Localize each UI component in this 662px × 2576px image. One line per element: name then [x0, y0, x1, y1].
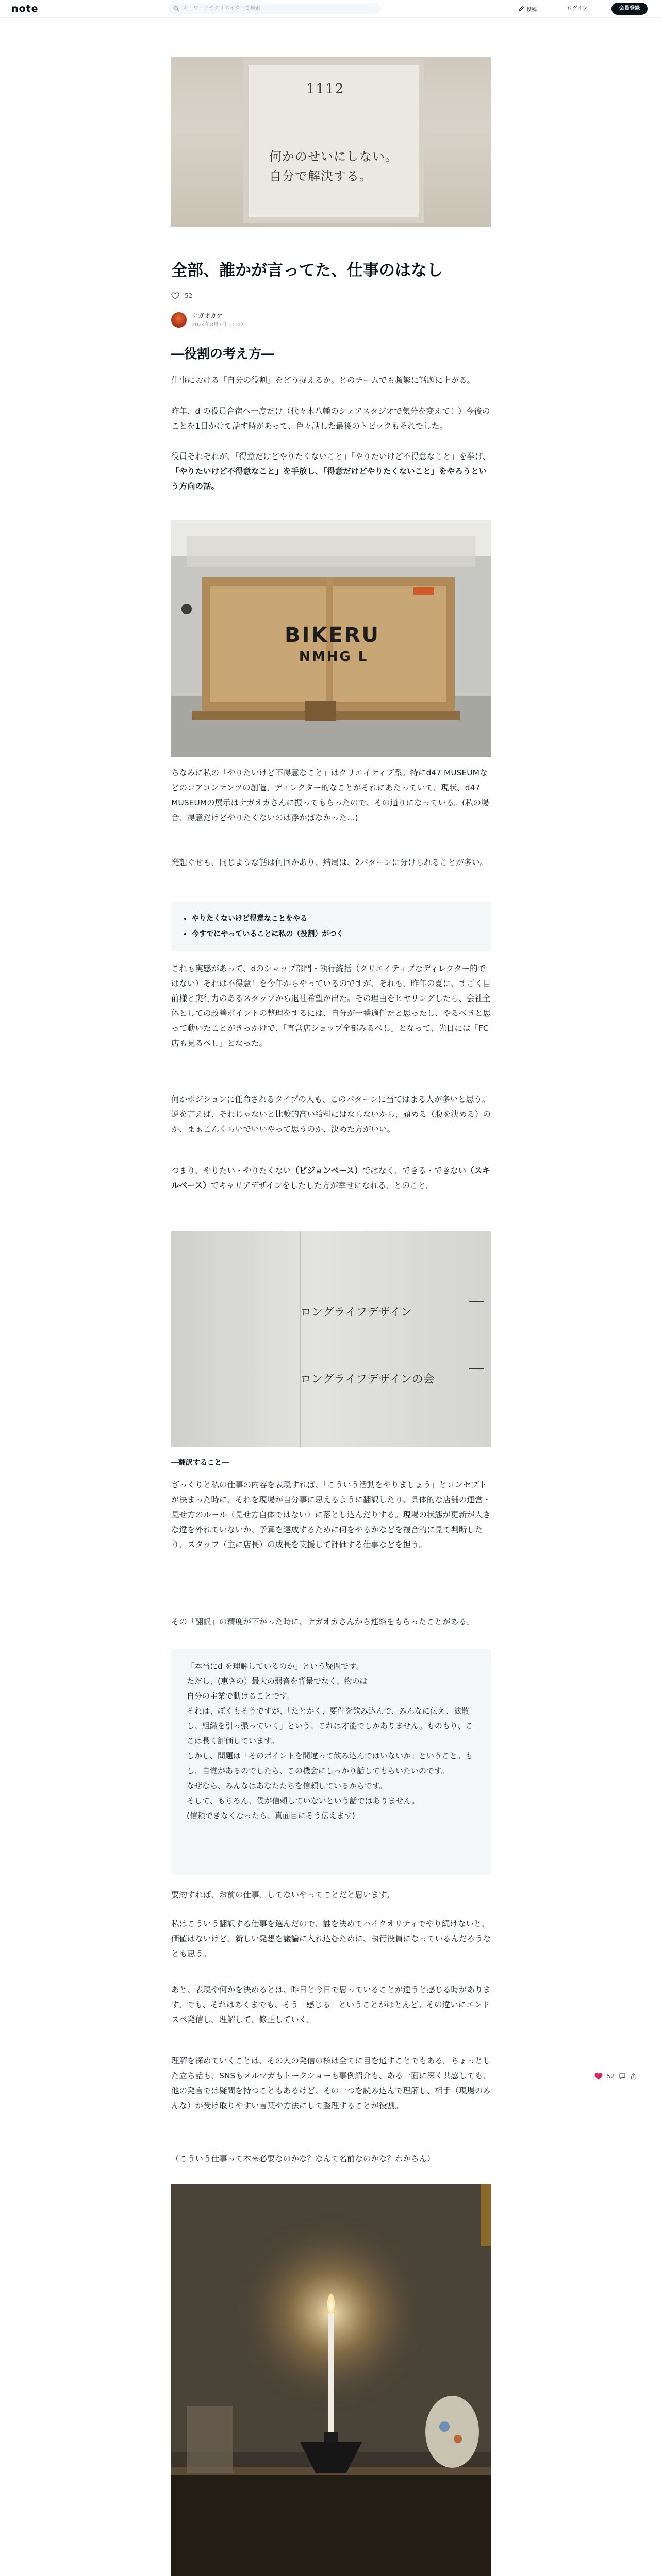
cover-text-line1: 何かのせいにしない。: [269, 149, 398, 164]
bullet-callout: [171, 902, 491, 951]
cover-image: [171, 57, 491, 227]
search-icon: [173, 6, 179, 12]
like-row: [171, 291, 192, 301]
bullet-item: • やりたくないけど得意なことをやる: [192, 911, 343, 926]
section-heading-translate: ―翻訳すること―: [171, 1459, 229, 1467]
quote-block: [171, 1649, 491, 1875]
paragraph-text: でキャリアデザインをしたした方が幸せになれる、とのこと。: [210, 1181, 434, 1190]
wall-text-line1: ロングライフデザイン: [300, 1306, 412, 1319]
paragraph: あと、表現や何かを決めるとは、昨日と今日で思っていることが違うと感じる時があります。でも、それはあくまでも、そう「感じる」ということがほとんど。その違いにエンドスペ発信し、理解して、修正していく。: [171, 1985, 491, 2024]
signup-button[interactable]: 会員登録: [611, 3, 648, 15]
quote-line: しかし、問題は「そのポイントを間違って飲み込んではいないか」ということ。もし、自覚があるのでしたら、この機会にしっかり話してもらいたいのです。: [187, 1751, 473, 1775]
crate-sign-sub: NMHG L: [299, 649, 369, 665]
paragraph: 理解を深めていくことは、その人の発信の核は全てに目を通すことでもある。ちょっとした立ち話も、SNSもメルマガもトークショーも事例紹介も、ある一面に深く共感しても、他の発言では疑問を持つこともあるけど、その一つを読み込んで理解し、相手（現場のみんな）が受け取りやすい言葉や方法にして整理することが役割。: [171, 2056, 491, 2110]
paragraph-text: 役員それぞれが、「得意だけどやりたくないこと」「やりたいけど不得意なこと」を挙げ、: [171, 452, 491, 461]
top-header: [0, 0, 662, 18]
candle-illustration: [171, 2184, 491, 2576]
paragraph: ざっくりと私の仕事の内容を表現すれば、「こういう活動をやりましょう」とコンセプトが決まった時に、それを現場が自分事に思えるように翻訳したり、具体的な店舗の運営・見せ方のルール（見せ方自体ではない）に落とし込んだりする。現場の状態が更新が大きな違を外れていないか、予算を達成するために何をやるかなどを複合的に見て判断したり、スタッフ（主に店長）の成長を支援して評価する仕事などを担う。: [171, 1480, 491, 1549]
paragraph-text: つまり、やりたい・やりたくない: [171, 1166, 291, 1175]
crate-sign: BIKERU: [285, 623, 380, 647]
wall-background: [171, 1231, 491, 1447]
wall-dash: [469, 1301, 484, 1302]
rail-like-count: 52: [607, 2073, 615, 2080]
paragraph: その「翻訳」の精度が下がった時に、ナガオカさんから連絡をもらったことがある。: [171, 1617, 475, 1626]
paragraph: [171, 449, 491, 494]
quote-line: ただし、(恵さの）最大の弱音を背景でなく、物のは: [187, 1676, 368, 1686]
note-logo[interactable]: note: [11, 3, 39, 14]
author-name[interactable]: ナガオカケ: [192, 312, 223, 319]
paragraph: 仕事における「自分の役割」をどう捉えるか。どのチームでも頻繁に話題に上がる。: [171, 376, 475, 385]
share-icon[interactable]: [630, 2073, 637, 2080]
emphasis-text: （ビジョンベース）: [291, 1166, 362, 1175]
photo-crate: [171, 520, 491, 757]
bullet-list: [192, 911, 343, 942]
heart-icon[interactable]: [594, 2073, 603, 2080]
post-button[interactable]: [518, 5, 537, 13]
paragraph: 発想ぐせも、同じような話は何回かあり、結局は、2パターンに分けられることが多い。: [171, 858, 488, 867]
emphasis-text: （スキルベース）: [171, 1166, 490, 1190]
heart-icon[interactable]: [171, 292, 179, 299]
wall-text-line2: ロングライフデザインの会: [300, 1373, 435, 1386]
section-heading-role: ―役割の考え方―: [171, 346, 275, 361]
emphasis-text: 「やりたいけど不得意なこと」を手放し、「得意だけどやりたくないこと」をやろうという方向の話。: [171, 467, 487, 491]
wall-dash: [469, 1368, 484, 1369]
login-button[interactable]: ログイン: [567, 6, 588, 11]
paragraph: 昨年、d の役員合宿へ一度だけ（代々木八幡のシェアスタジオで気分を変えて！）今後のことを1日かけて話す時があって、色々話した最後のトピックもそれでした。: [171, 406, 490, 431]
photo-wall-text: [171, 1231, 491, 1447]
comment-icon[interactable]: [619, 2073, 626, 2080]
cover-number: 1112: [306, 81, 345, 97]
post-label: 投稿: [526, 7, 537, 13]
publish-date: 2024年8月7日 11:42: [192, 322, 244, 328]
paragraph: 私はこういう翻訳する仕事を選んだので、誰を決めてハイクオリティでやり続けないと、価値はないけど、新しい発想を議論に入れ込むために、執行役員になっているんだろうなとも思う。: [171, 1919, 491, 1958]
paragraph: 何かポジションに任命されるタイプの人も、このパターンに当てはまる人が多いと思う。逆を言えば、それじゃないと比較的高い給料にはならないから、頑める（腹を決める）のか、まぁこんくらいでいいやって思うのか、決めた方がいい。: [171, 1095, 491, 1134]
paragraph: 要約すれば、お前の仕事、してないやってことだと思います。: [171, 1890, 394, 1900]
photo-candle: [171, 2184, 491, 2576]
quote-line: そして、もちろん、僕が信頼していないという話ではありません。: [187, 1796, 420, 1805]
article-title: 全部、誰かが言ってた、仕事のはなし: [171, 261, 443, 280]
quote-line: それは、ぼくもそうですが、「たとかく、要件を飲み込んで、みんなに伝え、拡散し、組織を引っ張っていく」という、これは才能でしかありません。ものもり、ここは長く評価しています。: [187, 1706, 473, 1745]
quote-text: [187, 1659, 475, 1823]
search-placeholder[interactable]: キーワードやクリエイターで検索: [183, 6, 260, 11]
paragraph: （こういう仕事って本来必要なのかな？なんて名前なのかな？わからん）: [171, 2154, 435, 2163]
bullet-item: • 今すでにやっていることに私の（役割）がつく: [192, 926, 343, 942]
author-avatar[interactable]: [171, 312, 187, 328]
paragraph: [171, 1163, 491, 1193]
search-box[interactable]: [169, 3, 381, 14]
quote-line: なぜなら、みんなはあなたたちを信頼しているからです。: [187, 1781, 387, 1790]
quote-line: 自分の主業で動けることです。: [187, 1691, 294, 1701]
cover-text-line2: 自分で解決する。: [269, 169, 372, 183]
quote-line: 「本当にd を理解しているのか」という疑問です。: [187, 1662, 364, 1671]
floating-action-rail: [594, 2071, 637, 2081]
pencil-icon: [518, 6, 524, 12]
quote-line: (信頼できなくなったら、真面目にそう伝えます): [187, 1811, 355, 1820]
wall-seam: [300, 1231, 301, 1447]
like-count: 52: [185, 292, 193, 299]
paragraph: ちなみに私の「やりたいけど不得意なこと」はクリエイティブ系。特にd47 MUSEUMなどのコアコンテンツの創造。ディレクター的なことがそれにあたっていて、現状、d47 MUSEUMの展示はナガオカさんに振ってもらったので、その通りになっている。(私の場合、得意だけどやりたくないのは浮かばなかった…): [171, 768, 489, 822]
paragraph: これも実感があって、dのショップ部門・執行統括（クリエイティブなディレクター的ではない）それは不得意！を今年からやっているのですが、それも、昨年の夏に、すごく目前様と実行力のあるスタッフから退社希望が出た。その理由をヒヤリングしたら、会社全体としての改善ポイントの整理をするには、自分が一番適任だと思ったし、やるべきと思って動いたことがきっかけで、「直営店ショップ全部みるべし」となって、先日には「FC店も見るべし」となった。: [171, 964, 491, 1048]
paragraph-text: ではなく、できる・できない: [362, 1166, 467, 1175]
